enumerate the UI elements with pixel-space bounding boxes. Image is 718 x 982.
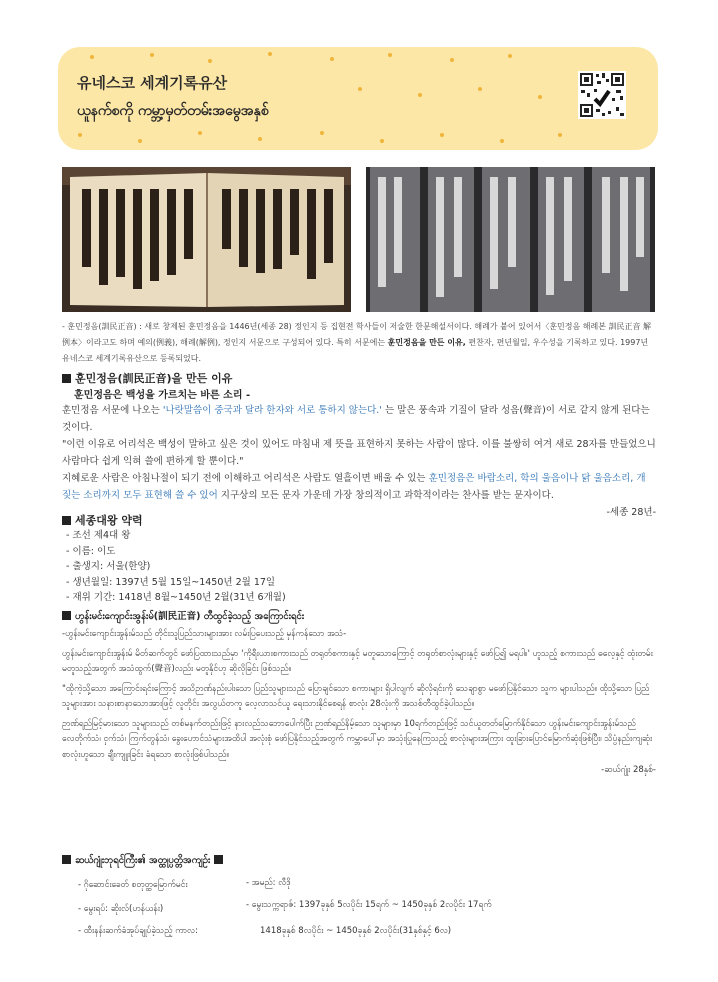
reason-heading-text: 훈민정음(訓民正音)을 만든 이유	[75, 372, 233, 385]
p3-text: 지혜로운 사람은 아침나절이 되기 전에 이해하고 어리석은 사람도 열흘이면 배울 수 있는	[62, 473, 429, 484]
profile-heading-text: 세종대왕 약력	[75, 514, 143, 527]
myanmar-profile-item: - အမည်: လီဒို	[246, 878, 291, 888]
myanmar-profile-text: မွေးရပ်: ဆိုးလ်(ဟန်ယန်း)	[83, 904, 164, 914]
myanmar-profile-item: 1418ခုနှစ် 8လပိုင်း ~ 1450ခုနှစ် 2လပိုင်း(31နှစ်နှင့် 6လ)	[260, 926, 452, 936]
banner-dot	[78, 133, 82, 137]
banner-dot	[508, 54, 512, 58]
banner-dot	[380, 139, 384, 143]
p3-highlight: 훈민정음은 바람소리, 학의 울음이나 닭 울음소리, 개 짖는 소리까지 모두 표현해 쓸 수 있어	[62, 473, 646, 501]
myanmar-subheading: -ဟွန်းမင်းကျောင်းအွန်းမ်သည် တိုင်းသူပြည်သားများအား လမ်းပြပေးသည့် မှန်ကန်သော အသံ-	[62, 629, 347, 639]
reason-paragraph-3	[62, 470, 656, 504]
profile-item: - 이름: 이도	[66, 544, 466, 560]
banner-dot	[358, 87, 362, 91]
reason-body	[62, 402, 656, 521]
myanmar-profile-text: ဂိုဆောင်းခေတ် စတုတ္ထမြောက်မင်း	[83, 880, 188, 890]
hunminjeongeum-book-photo	[62, 167, 351, 312]
banner-dot	[258, 137, 262, 141]
profile-item: - 재위 기간: 1418년 8월~1450년 2월(31년 6개월)	[66, 590, 466, 606]
myanmar-profile-item: - ဂိုဆောင်းခေတ် စတုတ္ထမြောက်မင်း	[78, 880, 188, 890]
profile-heading	[62, 512, 143, 528]
banner-title: 유네스코 세계기록유산	[77, 74, 228, 92]
banner-dot	[208, 59, 212, 63]
banner-dot	[198, 131, 202, 135]
myanmar-profile-item: - မွေးရပ်: ဆိုးလ်(ဟန်ယန်း)	[78, 904, 164, 914]
p1-text-end: 는 말은 풍속과 기질이 달라 성음(聲音)이 서로 같지 않게 된다는 것이다.	[62, 405, 650, 433]
banner-dot	[418, 93, 422, 97]
p3-text-end: 지구상의 모든 문자 가운데 가장 창의적이고 과학적이라는 찬사를 받는 문자이다.	[217, 490, 554, 501]
bullet-square-icon	[214, 855, 223, 864]
banner-dot	[558, 133, 562, 137]
banner-subtitle: ယူနက်စကို ကမ္ဘာ့မှတ်တမ်းအမွေအနှစ်	[77, 103, 269, 119]
qr-code-icon[interactable]	[578, 71, 626, 119]
banner-dot	[150, 53, 154, 57]
myanmar-profile-text: ထီးနန်းဆက်ခံအုပ်ချုပ်ခဲ့သည့် ကာလ:	[83, 926, 198, 936]
reason-subheading: 훈민정음은 백성을 가르치는 바른 소리 -	[74, 390, 251, 401]
caption-text: - 훈민정음(訓民正音) : 새로 창제된 훈민정음을 1446년(세종 28) 정인지 등 집현전 학사들이 저술한 한문해설서이다. 해례가 붙어 있어서〈훈민정음 해례본 訓民正音 解例本〉이라고도 하며 예의(例義), 해례(解例), 정인지 서문으로 구성되어 있다. 특히 서문에는	[62, 322, 652, 347]
profile-item: - 생년월일: 1397년 5월 15일~1450년 2월 17일	[66, 575, 466, 591]
banner-dot	[538, 95, 542, 99]
p1-text: 훈민정음 서문에 나오는	[62, 405, 163, 416]
photo-caption	[62, 319, 656, 367]
banner-dot	[138, 139, 142, 143]
myanmar-heading	[62, 608, 304, 624]
myanmar-paragraph-2: "ထိုကဲ့သို့သော အကြောင်းရင်းကြောင့် အသိဉာဏ်နည်းပါးသော ပြည်သူများသည် ပြောချင်သော စကားများ ရှိပါလျက် ဆိုလိုရင်းကို သေချာစွာ မဖော်ပြနိုင်သော သူက များပါသည်။ ထိုသို့သော ပြည်သူများအား သနားစာနာသောအားဖြင့် လူတိုင်း အလွယ်တကူ လေ့လာသင်ယူ ရေးသားနိုင်စေရန် စာလုံး 28လုံးကို အသစ်တီထွင်ခဲ့ပါသည်။	[62, 683, 650, 709]
reason-heading	[62, 370, 232, 386]
myanmar-signature: -ဆယ်ဂျုံး 28နှစ်-	[601, 765, 656, 775]
banner-dot	[320, 131, 324, 135]
myanmar-profile-heading	[62, 854, 227, 868]
myanmar-profile-heading-text: ဆယ်ဂျုံးဘုရင်ကြီး၏ အတ္ထုပ္ပတ္တိအကျဉ်း	[75, 855, 211, 866]
hangeul-glass-panels-photo	[366, 167, 655, 312]
header-banner	[58, 47, 658, 150]
reason-paragraph-2: "이런 이유로 어리석은 백성이 말하고 싶은 것이 있어도 마침내 제 뜻을 표현하지 못하는 사람이 많다. 이를 불쌍히 여겨 새로 28자를 만들었으니 사람마다 쉽게 익혀 쓸에 편하게 할 뿐이다."	[62, 439, 656, 467]
myanmar-profile-item: - မွေးသက္ကရာဇ်: 1397ခုနှစ် 5လပိုင်း 15ရက် ~ 1450ခုနှစ် 2လပိုင်း 17ရက်	[246, 900, 492, 910]
banner-dot	[388, 53, 392, 57]
reason-paragraph-1	[62, 402, 656, 436]
korean-signature: -세종 28년-	[606, 507, 656, 518]
myanmar-profile-item: - ထီးနန်းဆက်ခံအုပ်ချုပ်ခဲ့သည့် ကာလ:	[78, 926, 198, 936]
profile-item: - 출생지: 서울(한양)	[66, 559, 466, 575]
profile-item: - 조선 제4대 왕	[66, 528, 466, 544]
banner-dot	[450, 58, 454, 62]
myanmar-paragraph-1: ဟွန်းမင်းကျောင်းအွန်းမ် မိတ်ဆက်တွင် ဖော်ပြထားသည်မှာ 'ကိုရီးယားစကားသည် တရုတ်စကားနှင့် မတူသောကြောင့် တရုတ်စာလုံးများနှင့် ဖော်ပြ၍ မရပါ။' ဟူသည့် စကားသည် ဓလေ့နှင့် ထုံးတမ်း မတူသည့်အတွက် အသံထွက်(聲音)လည်း မတူနိုင်ဟု ဆိုလိုခြင်း ဖြစ်သည်။	[62, 648, 653, 674]
banner-dot	[330, 57, 334, 61]
banner-dot	[478, 87, 482, 91]
myanmar-body	[62, 627, 656, 779]
myanmar-heading-text: ဟွန်းမင်းကျောင်းအွန်းမ်(訓民正音) တီထွင်ခဲ့သည့် အကြောင်းရင်း	[75, 611, 305, 622]
banner-dot	[90, 55, 94, 59]
bullet-square-icon	[62, 516, 71, 525]
bullet-square-icon	[62, 855, 71, 864]
myanmar-paragraph-3: ဉာဏ်ရည်မြင့်မားသော သူများသည် တစ်မနက်တည်းဖြင့် နားလည်သဘောပေါက်ပြီး ဉာဏ်ရည်နိမ့်သော သူများမှာ 10ရက်တည်းဖြင့် သင်ယူတတ်မြောက်နိုင်သော ဟွန်းမင်းကျောင်းအွန်းမ်သည် လေတိုက်သံ၊ ငှက်သံ၊ ကြက်တွန်သံ၊ ခွေးဟောင်သံများအထိပါ အလုံးစုံ ဖော်ပြနိုင်သည့်အတွက် ကမ္ဘာပေါ်မှာ အသုံးပြုနေကြသည့် စာလုံးများအကြား ထူးခြားပြောင်မြောက်ဆုံးဖြစ်ပြီး၊ သိပ္ပံနည်းကျဆုံး စာလုံးဟူသော ချီးကျူးခြင်း ခံရသော စာလုံးဖြစ်ပါသည်။	[62, 718, 653, 760]
caption-bold-text: 훈민정음을 만든 이유,	[387, 338, 466, 347]
caption-text-end: 편찬자, 편년월일, 우수성을 기록하고 있다. 1997년 유네스코 세계기록유산으로 등록되었다.	[62, 338, 649, 363]
banner-dot	[500, 139, 504, 143]
banner-dot	[268, 52, 272, 56]
bullet-square-icon	[62, 374, 71, 383]
banner-dot	[440, 133, 444, 137]
bullet-square-icon	[62, 611, 71, 620]
p1-quote: '나랏말씀이 중국과 달라 한자와 서로 통하지 않는다.'	[162, 405, 382, 416]
profile-list	[66, 528, 466, 606]
